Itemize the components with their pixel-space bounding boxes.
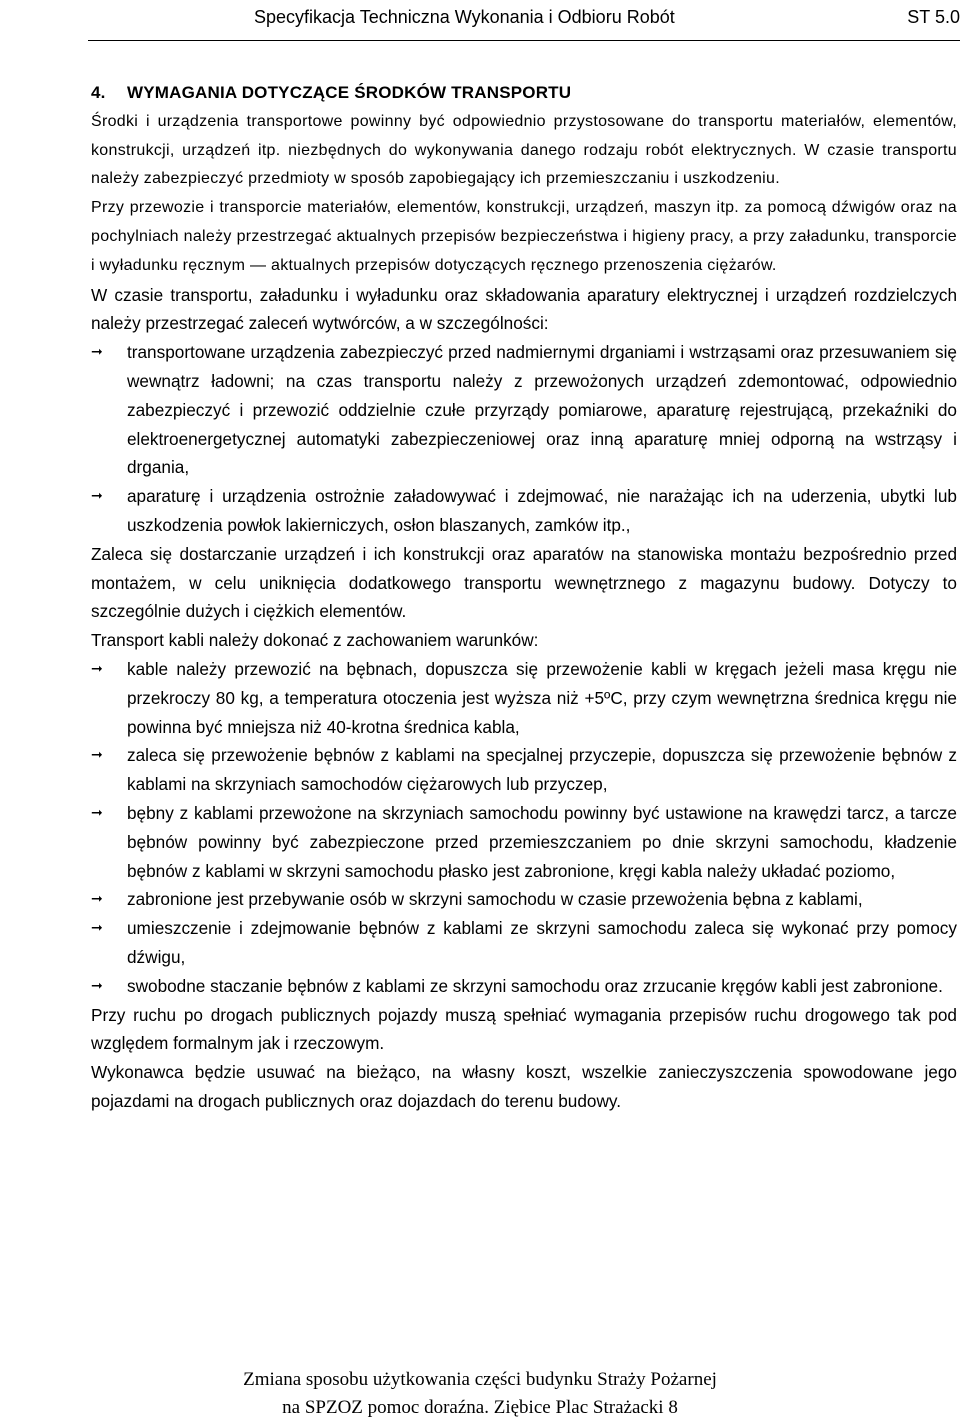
document-body xyxy=(91,79,957,1116)
paragraph-3: W czasie transportu, załadunku i wyładunku oraz składowania aparatury elektrycznej i urządzeń rozdzielczych należy przestrzegać zaleceń wytwórców, a w szczególności: xyxy=(91,284,957,334)
arrow-bullet-icon: ➞ xyxy=(91,488,103,505)
arrow-bullet-icon: ➞ xyxy=(91,891,103,908)
document-title: Specyfikacja Techniczna Wykonania i Odbioru Robót xyxy=(254,7,675,27)
paragraph-4: Zaleca się dostarczanie urządzeń i ich konstrukcji oraz aparatów na stanowiska montażu bezpośrednio przed montażem, w celu uniknięcia dodatkowego transportu wewnętrznego z magazynu budowy. Dotyczy to szczególnie dużych i ciężkich elementów. xyxy=(91,543,957,622)
section-title: WYMAGANIA DOTYCZĄCE ŚRODKÓW TRANSPORTU xyxy=(127,83,572,102)
list-item: ➞ swobodne staczanie bębnów z kablami ze skrzyni samochodu oraz zrzucanie kręgów kabli jest zabronione. xyxy=(91,972,957,1001)
paragraph-1: Środki i urządzenia transportowe powinny być odpowiednio przystosowane do transportu materiałów, elementów, konstrukcji, urządzeń itp. niezbędnych do wykonywania danego rodzaju robót elektrycznych. W czasie transportu należy zabezpieczyć przedmioty w sposób zapobiegający ich przemieszczaniu i uszkodzeniu. xyxy=(91,112,957,188)
paragraph-5: Transport kabli należy dokonać z zachowaniem warunków: xyxy=(91,630,539,651)
document-code: ST 5.0 xyxy=(907,7,960,27)
paragraph-2: Przy przewozie i transporcie materiałów, elementów, konstrukcji, urządzeń, maszyn itp. za pomocą dźwigów oraz na pochylniach należy przestrzegać aktualnych przepisów bezpieczeństwa i higieny pracy, a przy załadunku, transporcie i wyładunku ręcznym — aktualnych przepisów dotyczących ręcznego przenoszenia ciężarów. xyxy=(91,199,957,274)
arrow-bullet-icon: ➞ xyxy=(91,747,103,764)
list-item: ➞ zaleca się przewożenie bębnów z kablami na specjalnej przyczepie, dopuszcza się przewożenie bębnów z kablami na skrzyniach samochodów ciężarowych lub przyczep, xyxy=(91,741,957,799)
list-item: ➞ zabronione jest przebywanie osób w skrzyni samochodu w czasie przewożenia bębna z kablami, xyxy=(91,885,957,914)
arrow-bullet-icon: ➞ xyxy=(91,660,103,677)
header-divider xyxy=(88,40,960,41)
arrow-bullet-icon: ➞ xyxy=(91,977,103,994)
list-item: ➞ umieszczenie i zdejmowanie bębnów z kablami ze skrzyni samochodu zaleca się wykonać przy pomocy dźwigu, xyxy=(91,914,957,972)
list-item: ➞ aparaturę i urządzenia ostrożnie załadowywać i zdejmować, nie narażając ich na uderzenia, ubytki lub uszkodzenia powłok lakierniczych, osłon blaszanych, zamków itp., xyxy=(91,482,957,540)
page-footer xyxy=(0,1366,960,1422)
footer-line-1: Zmiana sposobu użytkowania części budynku Straży Pożarnej xyxy=(243,1369,717,1390)
arrow-bullet-icon: ➞ xyxy=(91,920,103,937)
paragraph-7: Wykonawca będzie usuwać na bieżąco, na własny koszt, wszelkie zanieczyszczenia spowodowane jego pojazdami na drogach publicznych oraz dojazdach do terenu budowy. xyxy=(91,1062,957,1111)
section-number: 4. xyxy=(91,83,106,102)
list-item: ➞ transportowane urządzenia zabezpieczyć przed nadmiernymi drganiami i wstrząsami oraz przesuwaniem się wewnątrz ładowni; na czas transportu należy z przewożonych urządzeń zdemontować, odpowiednio zabezpieczyć i przewozić oddzielnie czułe przyrządy pomiarowe, aparaturę rejestrującą, przekaźniki do elektroenergetycznej automatyki zabezpieczeniowej oraz inną aparaturę mniej odporną na wstrząsy i drgania, xyxy=(91,338,957,482)
paragraph-6: Przy ruchu po drogach publicznych pojazdy muszą spełniać wymagania przepisów ruchu drogowego tak pod względem formalnym jak i rzeczowym. xyxy=(91,1004,957,1054)
section-heading xyxy=(91,79,957,108)
storage-requirements-list xyxy=(91,338,957,540)
arrow-bullet-icon: ➞ xyxy=(91,344,103,361)
list-item: ➞ bębny z kablami przewożone na skrzyniach samochodu powinny być ustawione na krawędzi tarcz, a tarcze bębnów powinny być zabezpieczone przed przemieszczaniem po dnie skrzyni samochodu, kładzenie bębnów z kablami w skrzyni samochodu płasko jest zabronione, kręgi kabla należy układać poziomo, xyxy=(91,799,957,885)
footer-line-2: na SPZOZ pomoc doraźna. Ziębice Plac Strażacki 8 xyxy=(282,1397,678,1418)
page-header xyxy=(250,2,960,32)
list-item: ➞ kable należy przewozić na bębnach, dopuszcza się przewożenie kabli w kręgach jeżeli masa kręgu nie przekroczy 80 kg, a temperatura otoczenia jest wyższa niż +5ºC, przy czym wewnętrzna średnica kręgu nie powinna być mniejsza niż 40-krotna średnica kabla, xyxy=(91,655,957,741)
arrow-bullet-icon: ➞ xyxy=(91,804,103,821)
cable-transport-list xyxy=(91,655,957,1001)
